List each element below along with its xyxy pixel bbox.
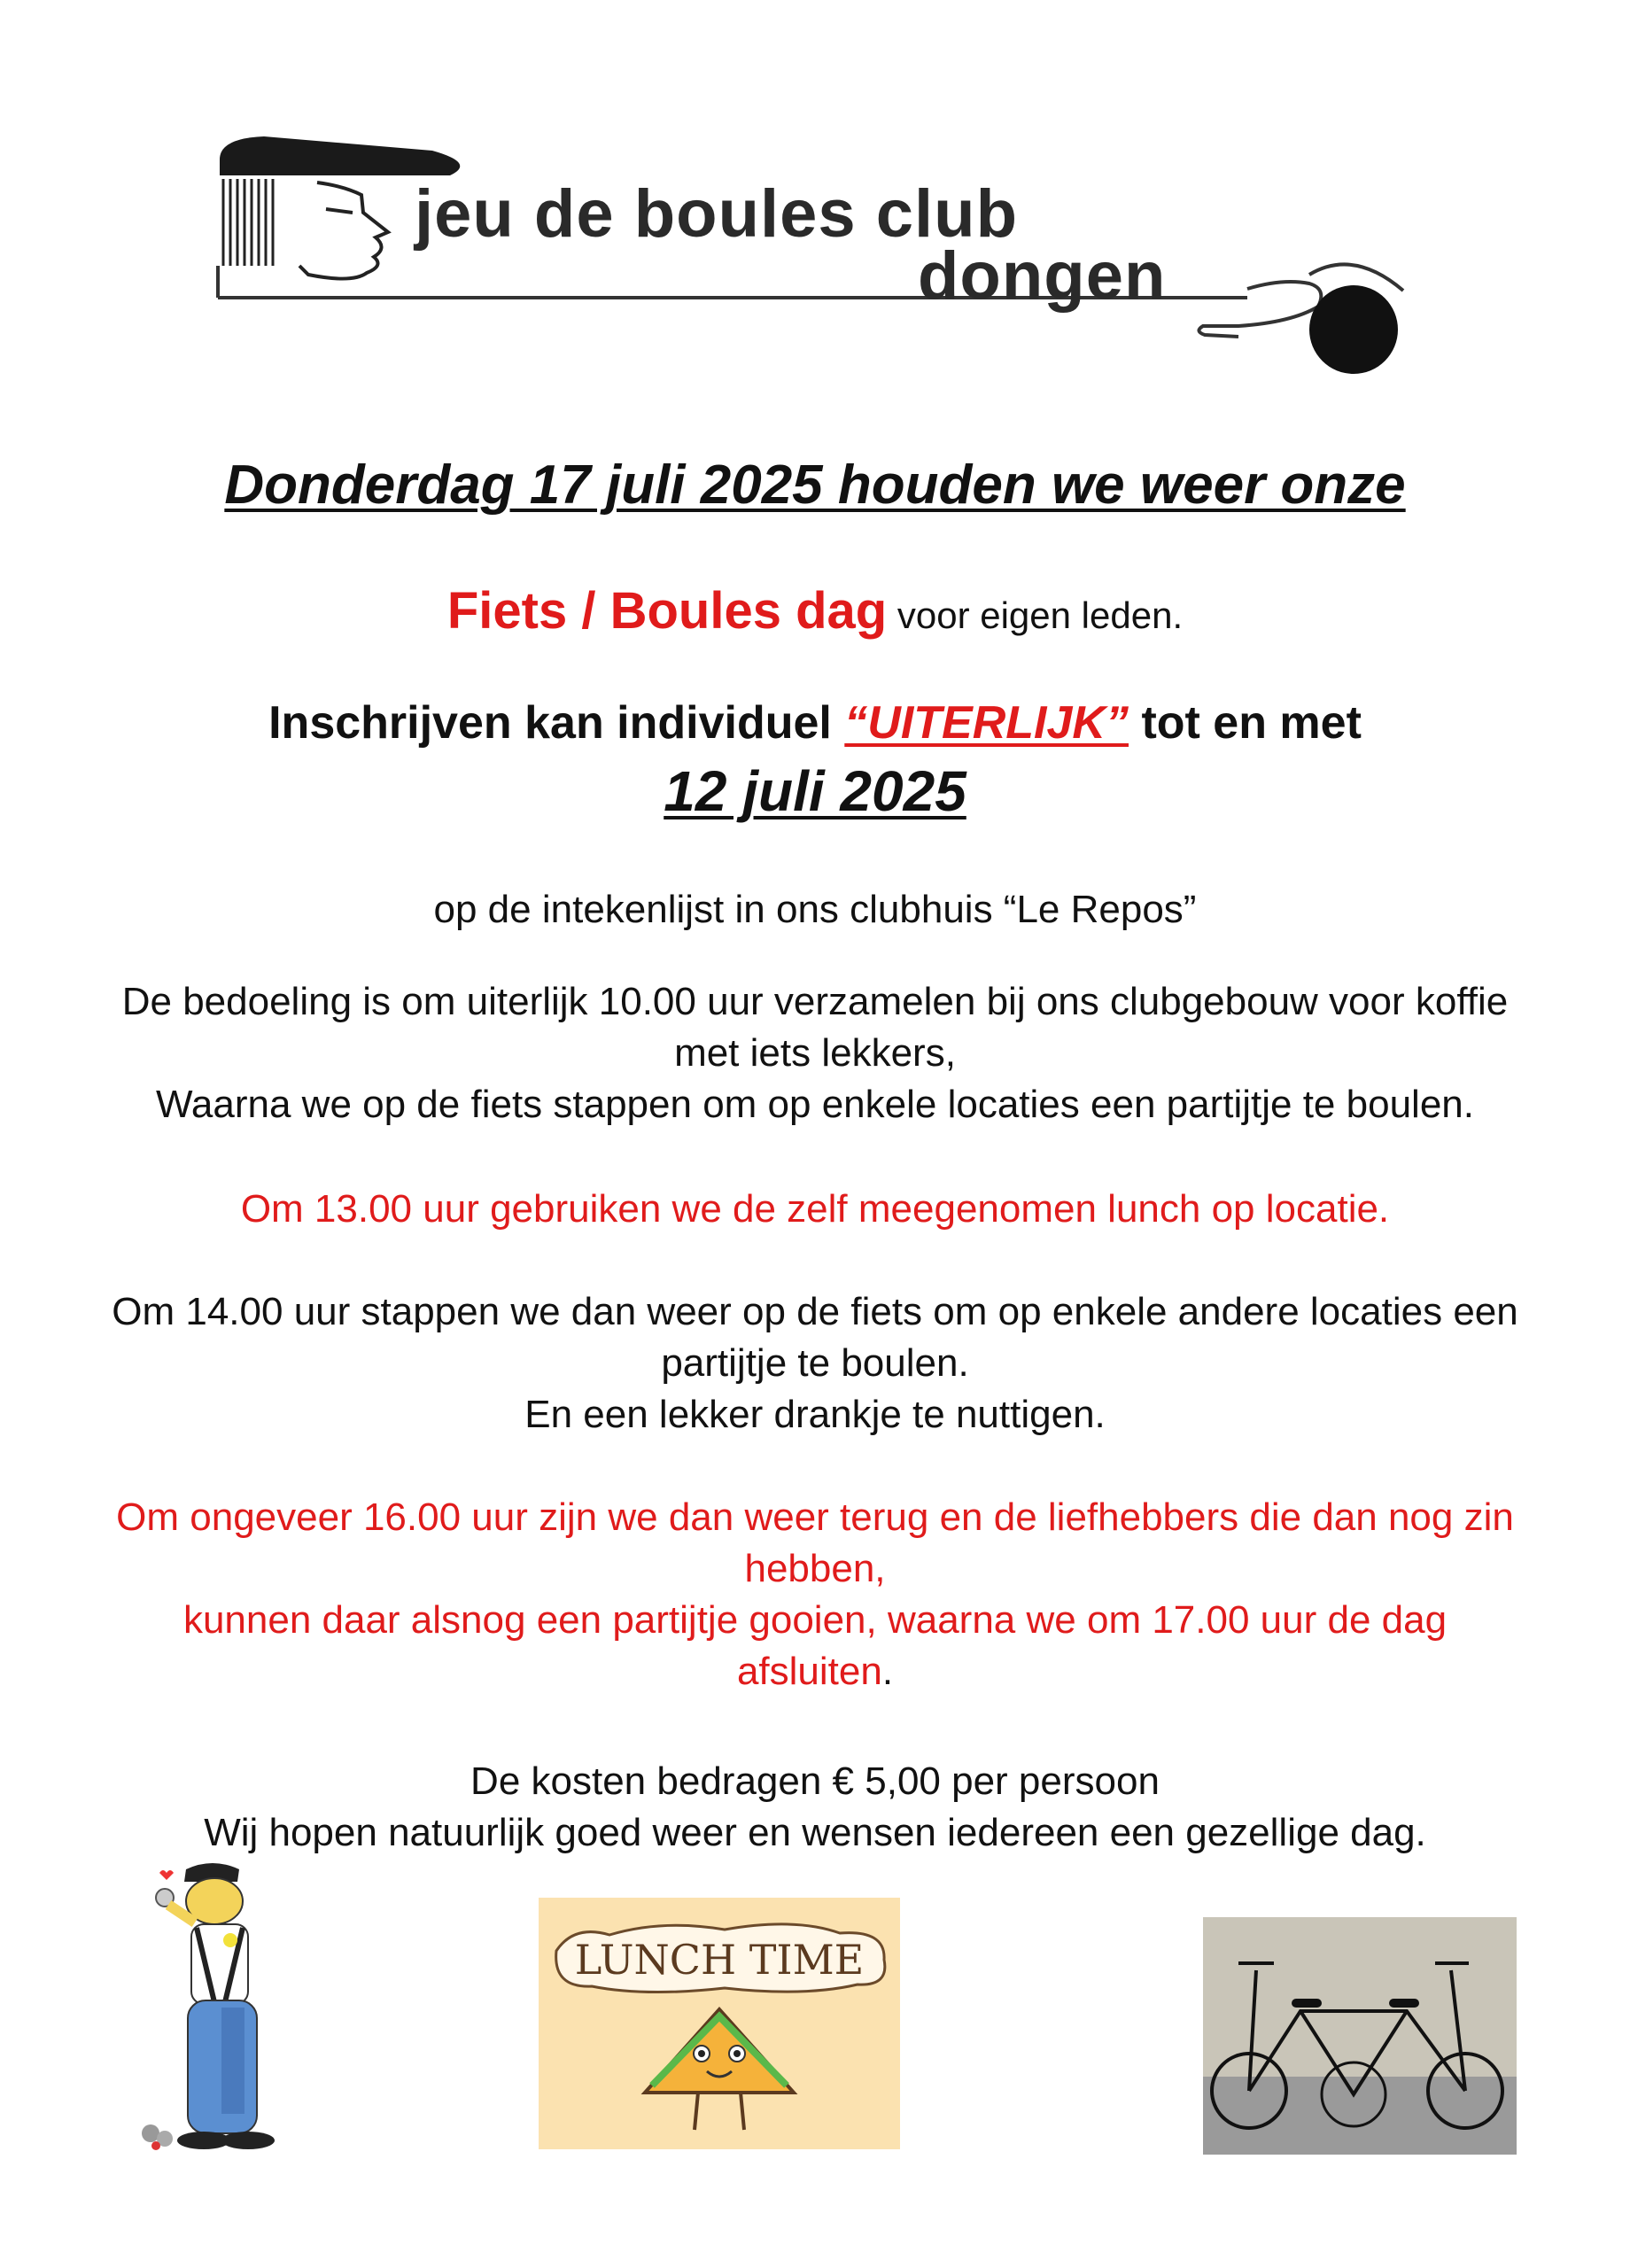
registration-date: [0, 758, 1630, 824]
registration-date-text: 12 juli 2025: [664, 759, 966, 823]
tandem-bicycle-photo: [1203, 1917, 1517, 2155]
closing-line: Wij hopen natuurlijk goed weer en wensen iedereen een gezellige dag.: [204, 1811, 1426, 1854]
signup-place: op de intekenlijst in ons clubhuis “Le Repos”: [433, 888, 1197, 931]
afternoon-line-3: En een lekker drankje te nuttigen.: [524, 1393, 1106, 1436]
registration-line: [0, 696, 1630, 750]
lunch-time-illustration: [539, 1898, 900, 2149]
club-logo: [211, 133, 1451, 416]
return-line-4-end: .: [881, 1650, 894, 1693]
return-line-4: [0, 1646, 1630, 1697]
event-suffix: voor eigen leden.: [887, 594, 1184, 636]
boules-player-illustration: [133, 1852, 292, 2171]
logo-text-line1: jeu de boules club: [415, 176, 1018, 252]
registration-emphasis: “UITERLIJK”: [844, 697, 1129, 749]
afternoon-line-1: Om 14.00 uur stappen we dan weer op de fiets om op enkele andere locaties een: [112, 1290, 1518, 1333]
afternoon-paragraph: [0, 1286, 1630, 1441]
return-line-4-text: afsluiten: [736, 1650, 882, 1693]
logo-text-line2: dongen: [918, 238, 1167, 314]
intro-line-2: met iets lekkers,: [674, 1031, 956, 1075]
return-line-1: Om ongeveer 16.00 uur zijn we dan weer terug en de liefhebbers die dan nog zin: [116, 1495, 1514, 1539]
intro-line-1: De bedoeling is om uiterlijk 10.00 uur verzamelen bij ons clubgebouw voor koffie: [121, 980, 1509, 1023]
intro-line-3: Waarna we op de fiets stappen om op enkele locaties een partijtje te boulen.: [156, 1083, 1474, 1126]
lunch-paragraph: Om 13.00 uur gebruiken we de zelf meegenomen lunch op locatie.: [240, 1187, 1390, 1231]
event-line: [0, 581, 1630, 641]
return-paragraph: [0, 1492, 1630, 1697]
registration-prefix: Inschrijven kan individuel: [268, 697, 845, 749]
return-line-2: hebben,: [744, 1547, 886, 1590]
cost-line: De kosten bedragen € 5,00 per persoon: [470, 1759, 1160, 1803]
return-line-3: kunnen daar alsnog een partijtje gooien, waarna we om 17.00 uur de dag: [182, 1598, 1448, 1642]
intro-paragraph: [0, 976, 1630, 1130]
headline: [0, 454, 1630, 517]
registration-suffix: tot en met: [1141, 697, 1362, 749]
event-name: Fiets / Boules dag: [446, 582, 888, 640]
lunch-time-text: LUNCH TIME: [574, 1936, 865, 1984]
headline-text: Donderdag 17 juli 2025 houden we weer onze: [224, 454, 1406, 516]
afternoon-line-2: partijtje te boulen.: [661, 1341, 969, 1385]
closing-paragraph: [0, 1756, 1630, 1859]
